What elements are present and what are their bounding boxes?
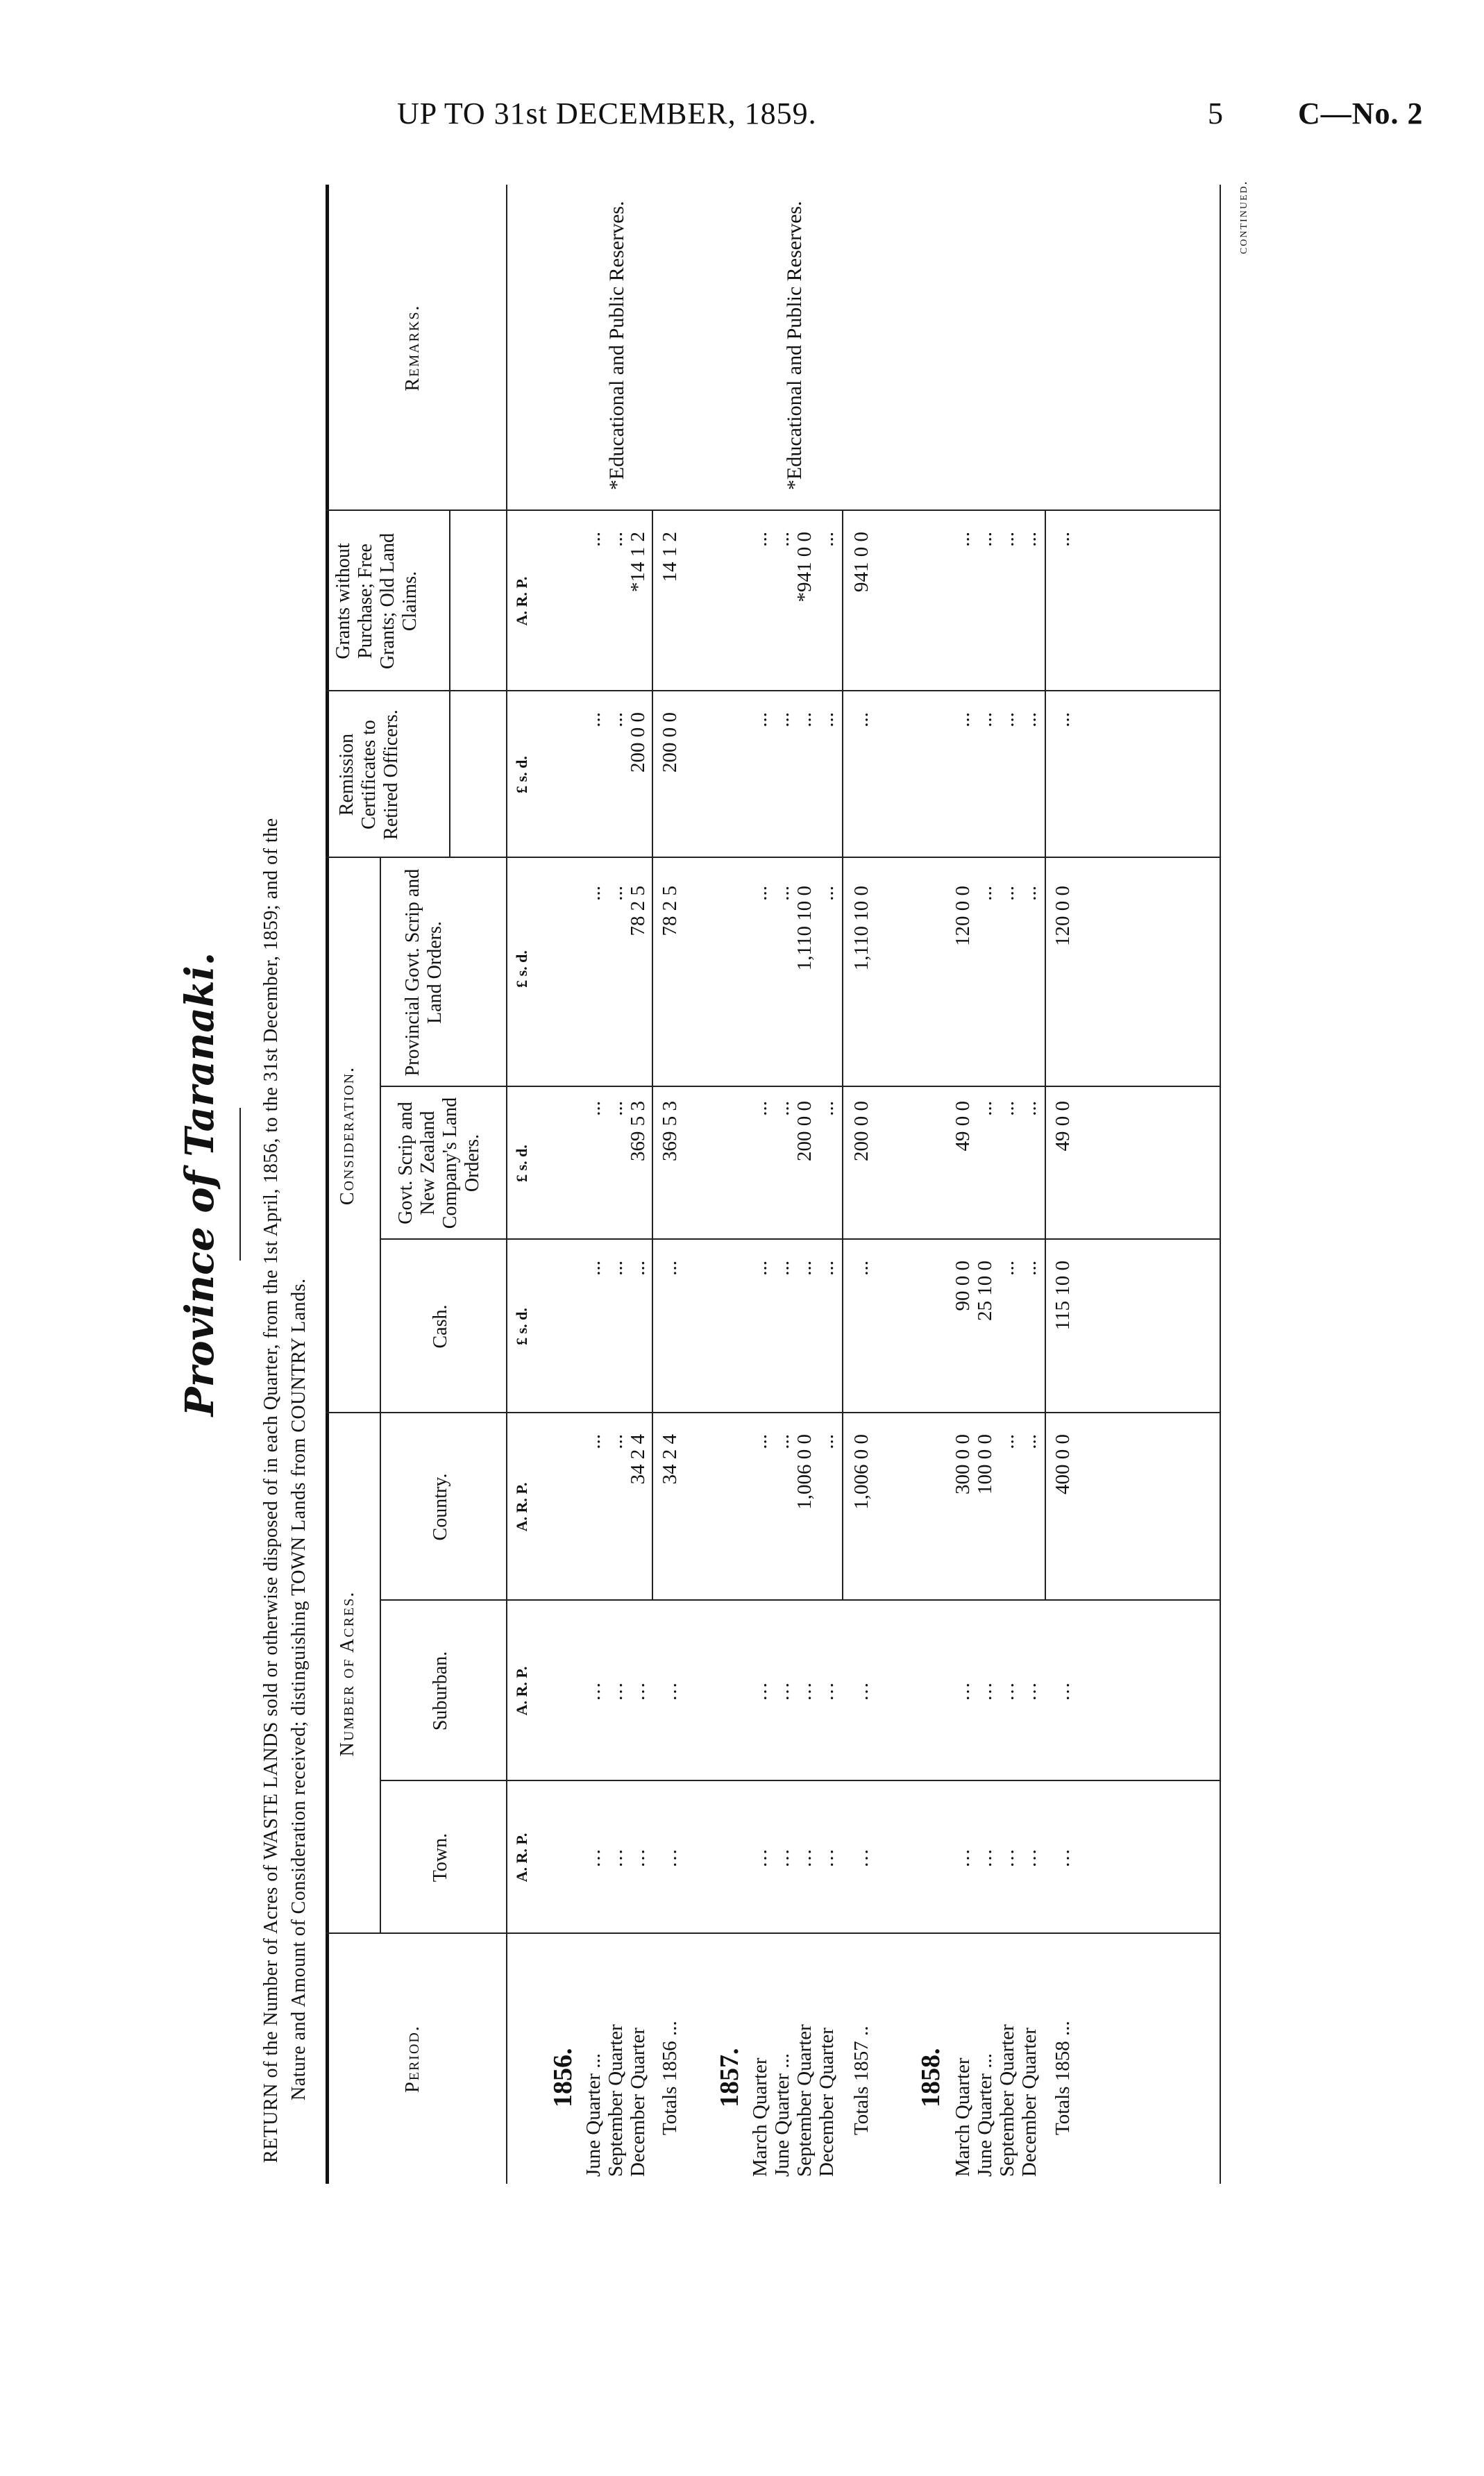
cell-provincial-scrip: ... <box>1018 886 1040 901</box>
cell-grants-total: 941 0 0 <box>850 532 872 592</box>
cell-remission: ... <box>816 712 838 727</box>
cell-provincial-scrip: 1,110 10 0 <box>793 886 816 971</box>
row-label: September Quarter <box>793 2024 816 2177</box>
cell-remission: 200 0 0 <box>627 712 649 773</box>
total-row-label: Totals 1858 ... <box>1052 2021 1074 2135</box>
cell-provincial-scrip-total: 120 0 0 <box>1052 886 1074 946</box>
cell-town-total: ... <box>659 1848 681 1867</box>
cell-provincial-scrip: ... <box>974 886 996 901</box>
cell-grants-total: 14 1 2 <box>659 532 681 582</box>
cell-provincial-scrip: ... <box>816 886 838 901</box>
col-header-remarks: Remarks. <box>402 304 423 391</box>
cell-cash: 90 0 0 <box>952 1261 974 1311</box>
col-header-cash: Cash. <box>430 1304 451 1349</box>
unit-country: A. R. P. <box>513 1482 530 1532</box>
cell-country: ... <box>771 1434 793 1449</box>
total-rule-1858 <box>1045 511 1046 1601</box>
remark-1856: *Educational and Public Reserves. <box>605 201 628 490</box>
cell-govt-scrip: 200 0 0 <box>793 1101 816 1161</box>
cell-grants: *941 0 0 <box>793 532 816 603</box>
cell-remission-total: ... <box>1052 712 1074 727</box>
cell-country-total: 1,006 0 0 <box>850 1434 872 1510</box>
cell-govt-scrip: ... <box>582 1101 605 1116</box>
cell-grants: *14 1 2 <box>627 532 649 592</box>
cell-provincial-scrip: ... <box>771 886 793 901</box>
col-header-consideration: Consideration. <box>337 1066 358 1206</box>
cell-suburban: ... <box>1018 1681 1040 1701</box>
cell-suburban-total: ... <box>659 1681 681 1701</box>
total-rule-1857 <box>842 511 843 1601</box>
cell-grants: ... <box>749 532 771 547</box>
cell-town: ... <box>816 1848 838 1867</box>
cell-country: ... <box>605 1434 627 1449</box>
cell-provincial-scrip: ... <box>749 886 771 901</box>
cell-town: ... <box>996 1848 1018 1867</box>
cell-provincial-scrip: ... <box>582 886 605 901</box>
cell-town: ... <box>952 1848 974 1867</box>
cell-grants: ... <box>996 532 1018 547</box>
cell-suburban: ... <box>793 1681 816 1701</box>
caption-line-2: Nature and Amount of Consideration received; distinguishing TOWN Lands from COUNTRY Lands. <box>288 1278 310 2100</box>
cell-country: ... <box>749 1434 771 1449</box>
unit-govt: £ s. d. <box>513 1145 530 1182</box>
cell-govt-scrip: ... <box>1018 1101 1040 1116</box>
cell-town: ... <box>974 1848 996 1867</box>
cell-govt-scrip-total: 49 0 0 <box>1052 1101 1074 1152</box>
row-label: March Quarter <box>952 2057 974 2177</box>
row-label: December Quarter <box>627 2028 649 2177</box>
row-label: June Quarter ... <box>582 2053 605 2177</box>
cell-remission: ... <box>952 712 974 727</box>
col-header-remission: Remission Certificates to Retired Officers. <box>336 709 402 840</box>
cell-govt-scrip: 369 5 3 <box>627 1101 649 1161</box>
cell-country: 1,006 0 0 <box>793 1434 816 1510</box>
cell-suburban-total: ... <box>1052 1681 1074 1701</box>
cell-grants-total: ... <box>1052 532 1074 547</box>
cell-country: 300 0 0 <box>952 1434 974 1494</box>
unit-town: A. R. P. <box>513 1833 530 1883</box>
cell-cash: 25 10 0 <box>974 1261 996 1321</box>
unit-grants: A. R. P. <box>513 576 530 626</box>
row-label: March Quarter <box>749 2057 771 2177</box>
cell-suburban: ... <box>605 1681 627 1701</box>
cell-grants: ... <box>771 532 793 547</box>
cell-suburban: ... <box>816 1681 838 1701</box>
cell-cash: ... <box>749 1261 771 1276</box>
cell-country: 100 0 0 <box>974 1434 996 1494</box>
running-header-title: UP TO 31st DECEMBER, 1859. <box>397 96 817 130</box>
col-header-period: Period. <box>402 2025 423 2093</box>
cell-grants: ... <box>605 532 627 547</box>
cell-govt-scrip: ... <box>816 1101 838 1116</box>
total-row-label: Totals 1857 .. <box>850 2026 872 2135</box>
cell-govt-scrip: ... <box>996 1101 1018 1116</box>
grants-col-rule <box>326 509 1220 511</box>
row-label: June Quarter ... <box>771 2053 793 2177</box>
period-col-rule <box>326 1932 1220 1934</box>
row-label: September Quarter <box>996 2024 1018 2177</box>
cell-town: ... <box>627 1848 649 1867</box>
total-rule-1856 <box>652 511 653 1601</box>
cell-provincial-scrip: ... <box>605 886 627 901</box>
cell-cash-total: 115 10 0 <box>1052 1261 1074 1331</box>
cell-cash: ... <box>771 1261 793 1276</box>
cell-provincial-scrip-total: 1,110 10 0 <box>850 886 872 971</box>
cell-suburban: ... <box>582 1681 605 1701</box>
table-bottom-rule <box>1220 185 1221 2184</box>
cell-remission: ... <box>974 712 996 727</box>
cell-govt-scrip: 49 0 0 <box>952 1101 974 1152</box>
cell-suburban: ... <box>749 1681 771 1701</box>
cell-cash: ... <box>996 1261 1018 1276</box>
cell-town: ... <box>605 1848 627 1867</box>
cell-provincial-scrip: 120 0 0 <box>952 886 974 946</box>
cell-grants: ... <box>582 532 605 547</box>
cell-remission: ... <box>771 712 793 727</box>
remission-col-rule <box>326 690 1220 691</box>
cash-col-rule <box>380 1238 1220 1240</box>
cell-grants: ... <box>1018 532 1040 547</box>
cell-town-total: ... <box>850 1848 872 1867</box>
cell-remission: ... <box>749 712 771 727</box>
cell-cash: ... <box>605 1261 627 1276</box>
cell-cash: ... <box>627 1261 649 1276</box>
cell-grants: ... <box>816 532 838 547</box>
cell-country-total: 34 2 4 <box>659 1434 681 1485</box>
cell-grants: ... <box>952 532 974 547</box>
cell-remission: ... <box>996 712 1018 727</box>
cell-cash: ... <box>582 1261 605 1276</box>
continued-label: continued. <box>1235 180 1250 254</box>
grants-sub-rule <box>449 511 450 858</box>
row-label: December Quarter <box>816 2028 838 2177</box>
cell-provincial-scrip: ... <box>996 886 1018 901</box>
govt-col-rule <box>380 1086 1220 1087</box>
unit-suburban: A. R. P. <box>513 1666 530 1716</box>
page-number: 5 <box>1208 96 1224 130</box>
cell-govt-scrip-total: 200 0 0 <box>850 1101 872 1161</box>
cell-provincial-scrip-total: 78 2 5 <box>659 886 681 936</box>
col-header-town: Town. <box>430 1833 451 1883</box>
total-row-label: Totals 1856 ... <box>659 2021 681 2135</box>
col-header-country: Country. <box>430 1473 451 1541</box>
cell-suburban: ... <box>627 1681 649 1701</box>
cell-country: ... <box>996 1434 1018 1449</box>
cell-govt-scrip: ... <box>605 1101 627 1116</box>
unit-remission: £ s. d. <box>513 756 530 793</box>
cell-grants: ... <box>974 532 996 547</box>
unit-provincial: £ s. d. <box>513 950 530 988</box>
row-label: December Quarter <box>1018 2028 1040 2177</box>
cell-town: ... <box>582 1848 605 1867</box>
cell-remission-total: ... <box>850 712 872 727</box>
cell-suburban: ... <box>996 1681 1018 1701</box>
col-header-provincial-scrip: Provincial Govt. Scrip and Land Orders. <box>402 868 446 1077</box>
province-title: Province of Taranaki. <box>177 952 223 1417</box>
cell-country: ... <box>816 1434 838 1449</box>
cell-suburban-total: ... <box>850 1681 872 1701</box>
title-rule <box>239 1108 241 1261</box>
year-heading-1857: 1857. <box>715 2048 744 2107</box>
cell-remission: ... <box>582 712 605 727</box>
cell-suburban: ... <box>974 1681 996 1701</box>
suburban-col-rule <box>380 1599 1220 1601</box>
cell-remission-total: 200 0 0 <box>659 712 681 773</box>
col-header-grants: Grants without Purchase; Free Grants; Old Land Claims. <box>332 533 421 669</box>
cell-suburban: ... <box>771 1681 793 1701</box>
cell-town: ... <box>1018 1848 1040 1867</box>
return-table-sheet <box>177 143 1290 2225</box>
cell-cash: ... <box>816 1261 838 1276</box>
cell-country: ... <box>1018 1434 1040 1449</box>
group-sub-rule <box>380 858 381 1934</box>
cell-cash: ... <box>1018 1261 1040 1276</box>
cell-suburban: ... <box>952 1681 974 1701</box>
row-label: September Quarter <box>605 2024 627 2177</box>
col-header-number-of-acres: Number of Acres. <box>337 1590 358 1757</box>
cell-govt-scrip-total: 369 5 3 <box>659 1101 681 1161</box>
cell-country-total: 400 0 0 <box>1052 1434 1074 1494</box>
cell-town: ... <box>749 1848 771 1867</box>
table-top-rule <box>326 185 329 2184</box>
cell-govt-scrip: ... <box>749 1101 771 1116</box>
cell-remission: ... <box>793 712 816 727</box>
cell-provincial-scrip: 78 2 5 <box>627 886 649 936</box>
cell-remission: ... <box>605 712 627 727</box>
cell-town-total: ... <box>1052 1848 1074 1867</box>
cell-town: ... <box>771 1848 793 1867</box>
cell-cash-total: ... <box>850 1261 872 1276</box>
year-heading-1858: 1858. <box>916 2048 945 2107</box>
paper-reference: C—No. 2 <box>1298 96 1424 130</box>
header-bottom-rule <box>506 185 507 2184</box>
col-header-suburban: Suburban. <box>430 1651 451 1731</box>
cell-town: ... <box>793 1848 816 1867</box>
remark-1857: *Educational and Public Reserves. <box>783 201 806 490</box>
cell-cash: ... <box>793 1261 816 1276</box>
cell-govt-scrip: ... <box>974 1101 996 1116</box>
town-col-rule <box>380 1780 1220 1781</box>
acres-end-rule <box>326 1412 1220 1413</box>
col-header-govt-scrip: Govt. Scrip and New Zealand Company's Land Orders. <box>395 1097 483 1229</box>
year-heading-1856: 1856. <box>548 2048 577 2107</box>
unit-cash: £ s. d. <box>513 1308 530 1345</box>
row-label: June Quarter ... <box>974 2053 996 2177</box>
cell-govt-scrip: ... <box>771 1101 793 1116</box>
cell-country: ... <box>582 1434 605 1449</box>
consideration-end-rule <box>326 857 1220 858</box>
cell-cash-total: ... <box>659 1261 681 1276</box>
cell-remission: ... <box>1018 712 1040 727</box>
cell-country: 34 2 4 <box>627 1434 649 1485</box>
caption-line-1: RETURN of the Number of Acres of WASTE LANDS sold or otherwise disposed of in each Quarter, from the 1st April, 1856, to the 31st December, 1859; and of the <box>260 818 282 2163</box>
